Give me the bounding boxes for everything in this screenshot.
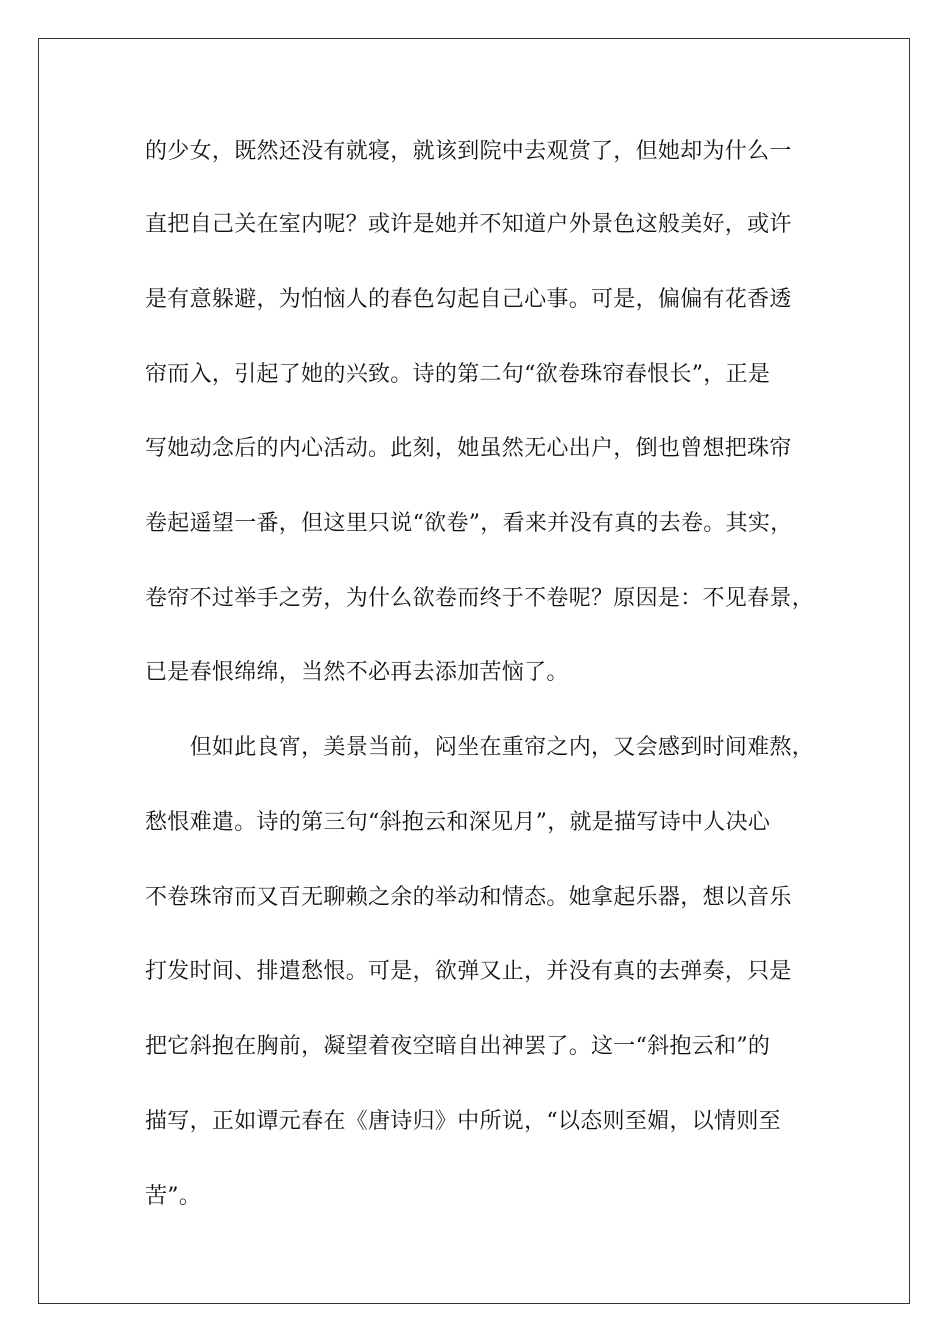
text-line: 帘而入，引起了她的兴致。诗的第二句“欲卷珠帘春恨长”，正是 — [145, 362, 771, 387]
text-line: 卷帘不过举手之劳，为什么欲卷而终于不卷呢？原因是：不见春景， — [145, 586, 815, 611]
text-line: 苦”。 — [145, 1184, 202, 1209]
text-line: 但如此良宵，美景当前，闷坐在重帘之内，又会感到时间难熬， — [145, 735, 815, 760]
text-line: 直把自己关在室内呢？或许是她并不知道户外景色这般美好，或许 — [145, 212, 792, 237]
text-line: 不卷珠帘而又百无聊赖之余的举动和情态。她拿起乐器，想以音乐 — [145, 885, 792, 910]
text-line: 已是春恨绵绵，当然不必再去添加苦恼了。 — [145, 660, 569, 685]
text-line: 描写，正如谭元春在《唐诗归》中所说，“以态则至媚，以情则至 — [145, 1109, 781, 1134]
text-line: 打发时间、排遣愁恨。可是，欲弹又止，并没有真的去弹奏，只是 — [145, 959, 792, 984]
text-line: 是有意躲避，为怕恼人的春色勾起自己心事。可是，偏偏有花香透 — [145, 287, 792, 312]
text-line: 卷起遥望一番，但这里只说“欲卷”，看来并没有真的去卷。其实， — [145, 511, 793, 536]
text-line: 把它斜抱在胸前，凝望着夜空暗自出神罢了。这一“斜抱云和”的 — [145, 1034, 771, 1059]
text-line: 愁恨难遣。诗的第三句“斜抱云和深见月”，就是描写诗中人决心 — [145, 810, 771, 835]
text-line: 写她动念后的内心活动。此刻，她虽然无心出户，倒也曾想把珠帘 — [145, 436, 792, 461]
text-line: 的少女，既然还没有就寝，就该到院中去观赏了，但她却为什么一 — [145, 139, 792, 164]
